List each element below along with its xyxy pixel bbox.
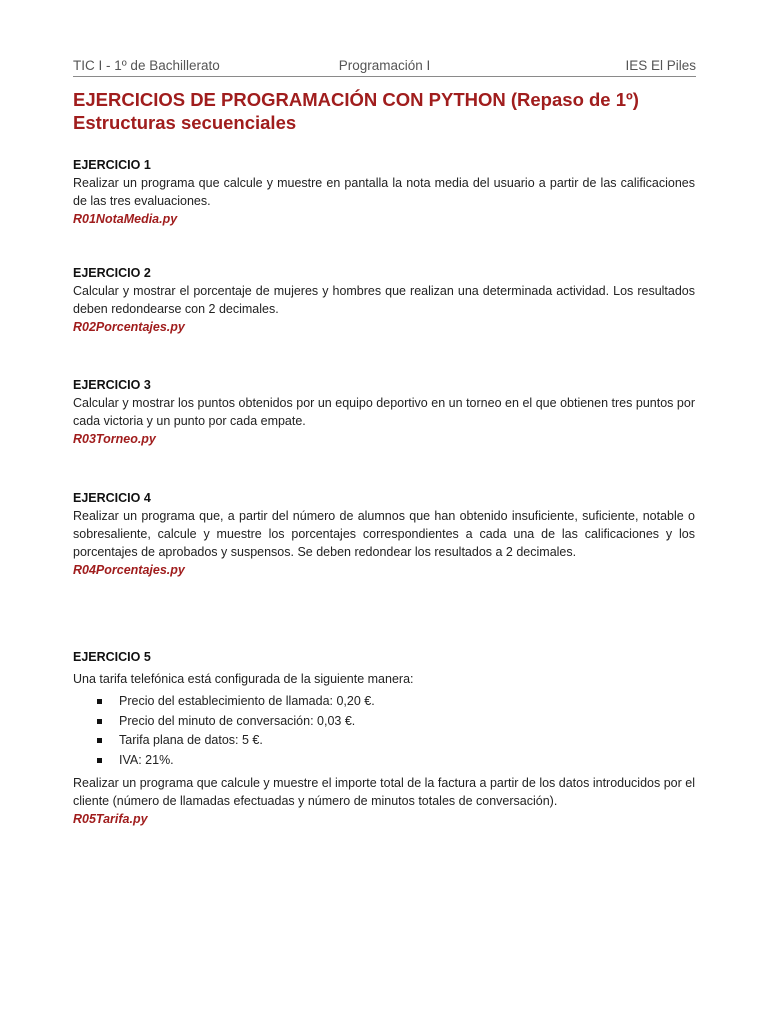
tariff-item bbox=[97, 712, 695, 732]
exercise-2-text: Calcular y mostrar el porcentaje de mujeres y hombres que realizan una determinada actividad. Los resultados deben redondearse con 2 decimales. bbox=[73, 284, 695, 316]
exercise-5-intro: Una tarifa telefónica está configurada de la siguiente manera: bbox=[73, 672, 414, 686]
exercise-4-heading: EJERCICIO 4 bbox=[73, 491, 151, 505]
tariff-item-text: Tarifa plana de datos: 5 €. bbox=[119, 733, 263, 747]
exercise-5-heading: EJERCICIO 5 bbox=[73, 650, 151, 664]
square-bullet-icon bbox=[97, 719, 102, 724]
header-school: IES El Piles bbox=[625, 58, 696, 73]
exercise-5-filename: R05Tarifa.py bbox=[73, 812, 148, 826]
exercise-2-filename: R02Porcentajes.py bbox=[73, 320, 185, 334]
header-subject: Programación I bbox=[338, 58, 431, 73]
tariff-list bbox=[73, 692, 695, 770]
exercise-3 bbox=[73, 376, 695, 448]
square-bullet-icon bbox=[97, 758, 102, 763]
title-line-2: Estructuras secuenciales bbox=[73, 112, 297, 133]
title-line-1: EJERCICIOS DE PROGRAMACIÓN CON PYTHON (Repaso de 1º) bbox=[73, 89, 639, 110]
tariff-item-text: Precio del establecimiento de llamada: 0,20 €. bbox=[119, 694, 375, 708]
exercise-1-text: Realizar un programa que calcule y muestre en pantalla la nota media del usuario a partir de las calificaciones de las tres evaluaciones. bbox=[73, 176, 695, 208]
square-bullet-icon bbox=[97, 738, 102, 743]
exercise-4 bbox=[73, 489, 695, 579]
exercise-3-text: Calcular y mostrar los puntos obtenidos por un equipo deportivo en un torneo en el que obtienen tres puntos por cada victoria y un punto por cada empate. bbox=[73, 396, 695, 428]
exercise-1 bbox=[73, 156, 695, 228]
tariff-item bbox=[97, 692, 695, 712]
exercise-4-filename: R04Porcentajes.py bbox=[73, 563, 185, 577]
document-title bbox=[73, 88, 703, 134]
exercise-3-heading: EJERCICIO 3 bbox=[73, 378, 151, 392]
tariff-item bbox=[97, 751, 695, 771]
page-header bbox=[73, 56, 696, 77]
exercise-1-filename: R01NotaMedia.py bbox=[73, 212, 178, 226]
exercise-1-heading: EJERCICIO 1 bbox=[73, 158, 151, 172]
exercise-5-text: Realizar un programa que calcule y muestre el importe total de la factura a partir de los datos introducidos por el cliente (número de llamadas efectuadas y número de minutos totales de conversación). bbox=[73, 776, 695, 808]
exercise-5 bbox=[73, 648, 695, 828]
square-bullet-icon bbox=[97, 699, 102, 704]
exercise-4-text: Realizar un programa que, a partir del número de alumnos que han obtenido insuficiente, suficiente, notable o sobresaliente, calcule y muestre los porcentajes correspondientes a cada una de las calificaciones y los porcentajes de aprobados y suspensos. Se deben redondear los resultados a 2 decimales. bbox=[73, 509, 695, 559]
exercise-2-heading: EJERCICIO 2 bbox=[73, 266, 151, 280]
tariff-item-text: Precio del minuto de conversación: 0,03 €. bbox=[119, 713, 356, 728]
exercise-3-filename: R03Torneo.py bbox=[73, 432, 156, 446]
exercise-2 bbox=[73, 264, 695, 336]
header-course: TIC I - 1º de Bachillerato bbox=[73, 58, 220, 73]
tariff-item-text: IVA: 21%. bbox=[119, 752, 174, 767]
tariff-item bbox=[97, 731, 695, 751]
